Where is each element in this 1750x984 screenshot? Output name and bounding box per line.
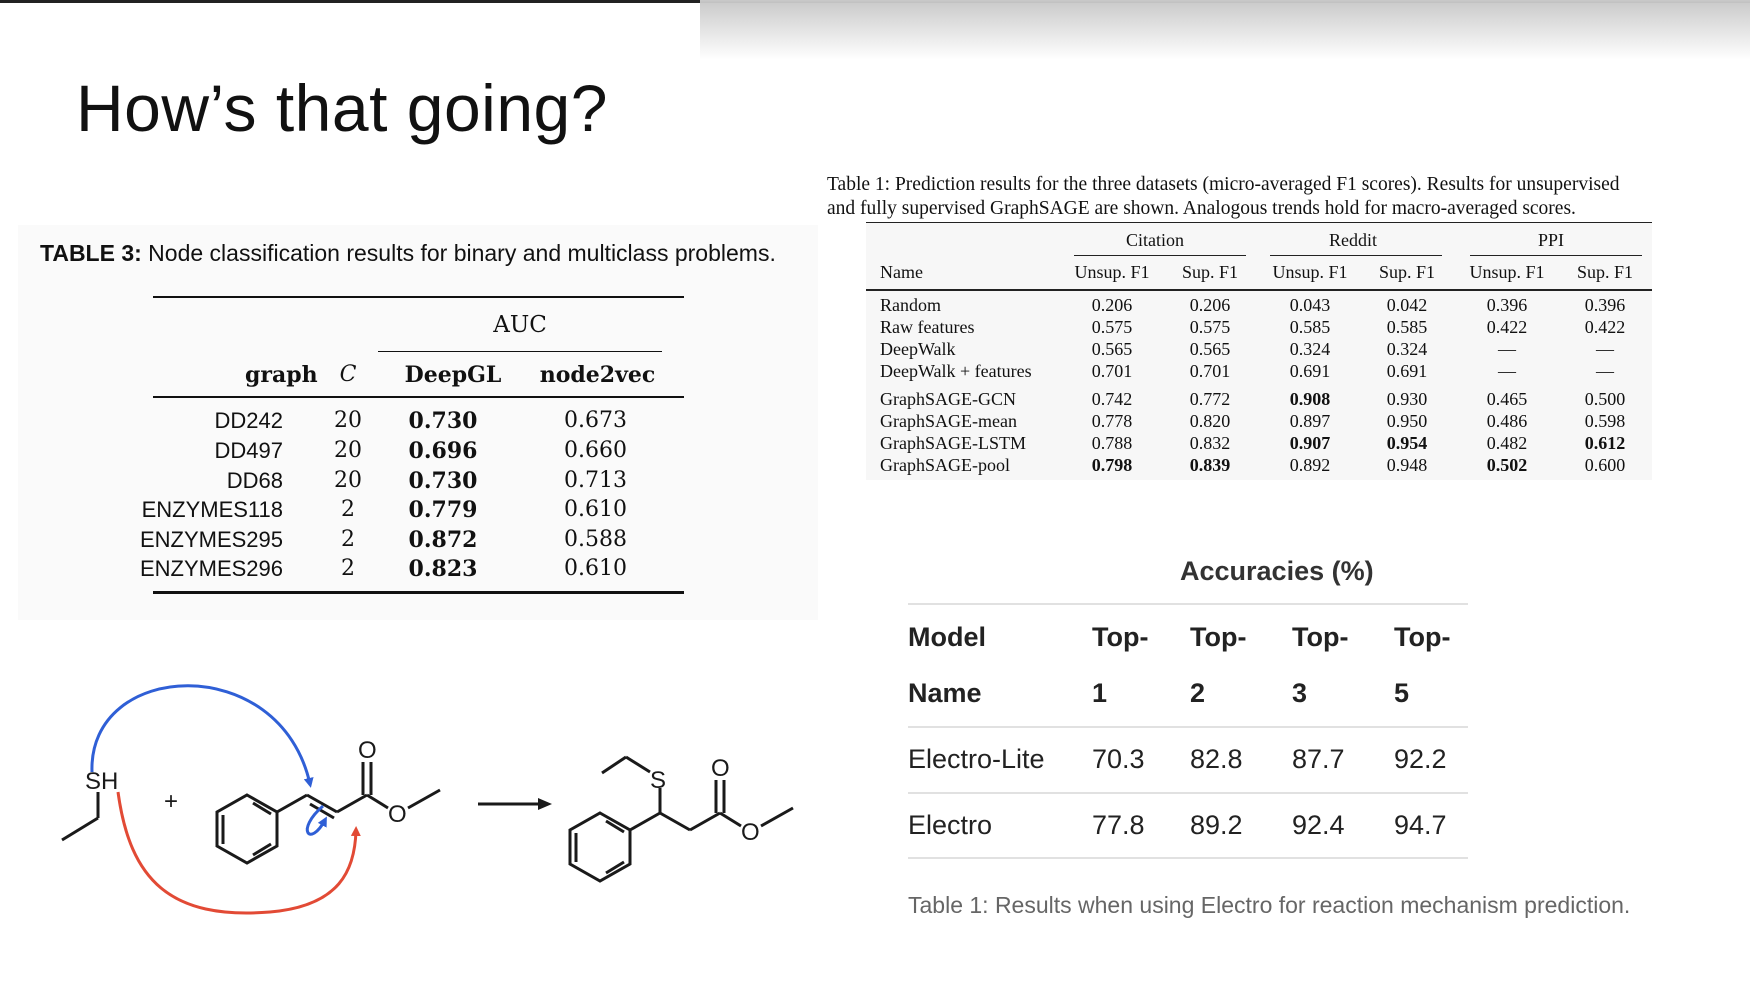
graphsage-cell: 0.585 xyxy=(1386,317,1428,337)
table3-caption-text: Node classification results for binary and multiclass problems. xyxy=(141,240,776,266)
graphsage-header-col5: Unsup. F1 xyxy=(1469,262,1545,282)
table-row xyxy=(153,438,684,467)
table-row xyxy=(866,295,1652,317)
graphsage-cell: 0.832 xyxy=(1189,433,1231,453)
table3-cell-deepgl: 0.696 xyxy=(408,438,478,464)
graphsage-cell: 0.742 xyxy=(1091,389,1133,409)
table3-cell-deepgl: 0.779 xyxy=(408,497,478,523)
graphsage-cell: — xyxy=(1596,361,1614,381)
graphsage-cell: — xyxy=(1498,339,1516,359)
table-row xyxy=(139,527,684,556)
graphsage-cell: 0.206 xyxy=(1091,295,1133,315)
accuracies-cell-model: Electro xyxy=(908,810,993,840)
table-row xyxy=(153,408,684,437)
slide-title: How’s that going? xyxy=(76,71,608,145)
graphsage-cell: 0.043 xyxy=(1289,295,1331,315)
accuracies-cell: 77.8 xyxy=(1092,810,1145,840)
graphsage-header-name: Name xyxy=(880,262,923,282)
graphsage-cell: 0.612 xyxy=(1584,433,1626,453)
table3-cell-c: 2 xyxy=(341,497,355,522)
graphsage-citation-rule xyxy=(1074,255,1246,256)
table-row xyxy=(866,433,1652,455)
graphsage-cell: 0.575 xyxy=(1189,317,1231,337)
graphsage-cell: 0.798 xyxy=(1091,455,1133,475)
graphsage-cell: 0.598 xyxy=(1584,411,1626,431)
graphsage-cell: 0.701 xyxy=(1091,361,1133,381)
table3-cell-graph: ENZYMES295 xyxy=(139,527,283,552)
graphsage-header-rule xyxy=(866,289,1652,291)
table3-cell-c: 20 xyxy=(334,438,362,463)
table3-cell-graph: DD68 xyxy=(226,468,283,493)
graphsage-cell: 0.585 xyxy=(1289,317,1331,337)
graphsage-cell: — xyxy=(1498,361,1516,381)
table-row xyxy=(866,389,1652,411)
accuracies-top-rule xyxy=(908,603,1468,605)
table3-cell-graph: ENZYMES296 xyxy=(139,556,283,581)
table3-bottom-rule xyxy=(153,591,684,594)
table3-cell-deepgl: 0.872 xyxy=(408,527,478,553)
top-shadow xyxy=(700,0,1750,60)
sulfur-label: S xyxy=(650,767,667,794)
graphsage-top-rule xyxy=(866,222,1652,223)
plus-sign: + xyxy=(164,788,179,815)
graphsage-header-col3: Unsup. F1 xyxy=(1272,262,1348,282)
accuracies-bottom-rule xyxy=(908,857,1468,859)
table3-cell-deepgl: 0.730 xyxy=(408,468,478,494)
accuracies-header-name: Name xyxy=(908,678,982,708)
accuracies-cell: 82.8 xyxy=(1190,744,1243,774)
graphsage-cell: 0.839 xyxy=(1189,455,1231,475)
graphsage-group-ppi: PPI xyxy=(1537,230,1564,250)
table-row xyxy=(866,317,1652,339)
table3-caption xyxy=(40,240,776,267)
table-row xyxy=(866,411,1652,433)
accuracies-cell: 92.2 xyxy=(1394,744,1447,774)
thiol-label: SH xyxy=(85,768,119,795)
accuracies-header-model: Model xyxy=(908,622,986,652)
graphsage-cell: 0.892 xyxy=(1289,455,1331,475)
ester-oxygen-label: O xyxy=(388,801,407,828)
accuracies-title: Accuracies (%) xyxy=(1180,556,1374,586)
graphsage-cell-name: GraphSAGE-LSTM xyxy=(880,433,1026,453)
graphsage-caption-line2: and fully supervised GraphSAGE are shown. Analogous trends hold for macro-averaged scores. xyxy=(827,198,1576,219)
table-row xyxy=(866,361,1652,383)
accuracies-row-rule xyxy=(908,792,1468,794)
graphsage-cell: 0.954 xyxy=(1386,433,1428,453)
accuracies-header-3: 3 xyxy=(1292,678,1308,708)
graphsage-cell: 0.897 xyxy=(1289,411,1331,431)
graphsage-cell-name: GraphSAGE-mean xyxy=(880,411,1017,431)
graphsage-cell: 0.482 xyxy=(1486,433,1528,453)
graphsage-group-citation: Citation xyxy=(1126,230,1184,250)
accuracies-header-top1: Top- xyxy=(1092,622,1149,652)
graphsage-cell: 0.565 xyxy=(1189,339,1231,359)
graphsage-cell-name: Random xyxy=(880,295,941,315)
accuracies-cell: 89.2 xyxy=(1190,810,1243,840)
graphsage-cell-name: GraphSAGE-GCN xyxy=(880,389,1016,409)
accuracies-header-top3: Top- xyxy=(1292,622,1349,652)
table3-cell-node2vec: 0.713 xyxy=(564,468,627,493)
graphsage-reddit-rule xyxy=(1270,255,1442,256)
graphsage-cell: 0.788 xyxy=(1091,433,1133,453)
accuracies-cell-model: Electro-Lite xyxy=(908,744,1045,774)
graphsage-cell: 0.778 xyxy=(1091,411,1133,431)
graphsage-cell: 0.575 xyxy=(1091,317,1133,337)
table3-header-rule xyxy=(153,396,684,398)
graphsage-cell: 0.930 xyxy=(1386,389,1428,409)
accuracies-header-2: 2 xyxy=(1190,678,1206,708)
table3-cell-node2vec: 0.673 xyxy=(564,408,627,433)
accuracies-cell: 94.7 xyxy=(1394,810,1447,840)
graphsage-cell: 0.600 xyxy=(1584,455,1626,475)
graphsage-header-col2: Sup. F1 xyxy=(1181,262,1239,282)
table3-cell-node2vec: 0.610 xyxy=(564,556,627,581)
accuracies-cell: 87.7 xyxy=(1292,744,1345,774)
table3-caption-label: TABLE 3: xyxy=(40,240,142,266)
graphsage-cell: 0.907 xyxy=(1289,433,1331,453)
carbonyl-oxygen-label: O xyxy=(358,737,377,764)
table3-cell-node2vec: 0.660 xyxy=(564,438,627,463)
graphsage-cell-name: GraphSAGE-pool xyxy=(880,455,1010,475)
table3-cell-graph: DD242 xyxy=(214,408,283,433)
graphsage-cell: 0.422 xyxy=(1584,317,1626,337)
graphsage-cell-name: DeepWalk + features xyxy=(880,361,1032,381)
graphsage-cell-name: DeepWalk xyxy=(880,339,956,359)
table-row xyxy=(866,339,1652,361)
graphsage-cell: 0.502 xyxy=(1486,455,1528,475)
graphsage-cell: 0.396 xyxy=(1584,295,1626,315)
graphsage-cell: 0.701 xyxy=(1189,361,1231,381)
table3-cell-c: 2 xyxy=(341,556,355,581)
accuracies-caption: Table 1: Results when using Electro for reaction mechanism prediction. xyxy=(908,892,1631,918)
table3-cell-node2vec: 0.610 xyxy=(564,497,627,522)
graphsage-caption xyxy=(827,173,1707,221)
graphsage-cell: 0.565 xyxy=(1091,339,1133,359)
accuracies-header-5: 5 xyxy=(1394,678,1410,708)
table-row xyxy=(141,497,684,526)
graphsage-group-reddit: Reddit xyxy=(1329,230,1377,250)
graphsage-cell: 0.206 xyxy=(1189,295,1231,315)
product-carbonyl-oxygen-label: O xyxy=(711,755,730,782)
graphsage-ppi-rule xyxy=(1470,255,1642,256)
accuracies-cell: 92.4 xyxy=(1292,810,1345,840)
graphsage-cell: 0.820 xyxy=(1189,411,1231,431)
graphsage-header-col1: Unsup. F1 xyxy=(1074,262,1150,282)
graphsage-cell: 0.908 xyxy=(1289,389,1331,409)
table-row xyxy=(139,556,684,585)
accuracies-cell: 70.3 xyxy=(1092,744,1145,774)
graphsage-header-col4: Sup. F1 xyxy=(1378,262,1436,282)
accuracies-header-top2: Top- xyxy=(1190,622,1247,652)
graphsage-cell: 0.396 xyxy=(1486,295,1528,315)
table-row xyxy=(153,468,684,497)
accuracies-header-top5: Top- xyxy=(1394,622,1451,652)
table3-cell-c: 20 xyxy=(334,408,362,433)
graphsage-cell: 0.324 xyxy=(1386,339,1428,359)
table3-cell-c: 2 xyxy=(341,527,355,552)
table3-header-graph: graph xyxy=(245,362,318,388)
graphsage-header-col6: Sup. F1 xyxy=(1576,262,1634,282)
graphsage-cell: 0.486 xyxy=(1486,411,1528,431)
accuracies-header-1: 1 xyxy=(1092,678,1108,708)
graphsage-cell: 0.691 xyxy=(1289,361,1331,381)
table3-cell-node2vec: 0.588 xyxy=(564,527,627,552)
graphsage-cell: 0.422 xyxy=(1486,317,1528,337)
graphsage-cell: 0.691 xyxy=(1386,361,1428,381)
graphsage-cell: 0.772 xyxy=(1189,389,1231,409)
reaction-mechanism-diagram xyxy=(40,680,840,930)
graphsage-cell: 0.465 xyxy=(1486,389,1528,409)
graphsage-cell: 0.324 xyxy=(1289,339,1331,359)
table-row xyxy=(866,455,1652,477)
table3-cell-graph: ENZYMES118 xyxy=(141,497,283,522)
graphsage-cell: 0.500 xyxy=(1584,389,1626,409)
graphsage-cell: — xyxy=(1596,339,1614,359)
table3-top-rule xyxy=(153,296,684,298)
graphsage-cell: 0.042 xyxy=(1386,295,1428,315)
table3-cell-graph: DD497 xyxy=(214,438,283,463)
table3-group-header: AUC xyxy=(493,312,547,338)
thiol-molecule xyxy=(62,792,98,840)
graphsage-cell: 0.950 xyxy=(1386,411,1428,431)
table3-cell-c: 20 xyxy=(334,468,362,493)
table3-header-node2vec: node2vec xyxy=(539,362,656,388)
accuracies-header-rule xyxy=(908,726,1468,728)
table3-group-rule xyxy=(378,351,662,352)
product-ester-oxygen-label: O xyxy=(741,819,760,846)
blue-electron-arrow xyxy=(92,686,310,784)
graphsage-cell: 0.948 xyxy=(1386,455,1428,475)
graphsage-cell-name: Raw features xyxy=(880,317,975,337)
table3-header-c: C xyxy=(339,362,357,387)
table3-cell-deepgl: 0.823 xyxy=(408,556,478,582)
table3-header-deepgl: DeepGL xyxy=(404,362,502,388)
table3-cell-deepgl: 0.730 xyxy=(408,408,478,434)
graphsage-caption-line1: Table 1: Prediction results for the three datasets (micro-averaged F1 scores). Results for unsupervised xyxy=(827,174,1620,195)
